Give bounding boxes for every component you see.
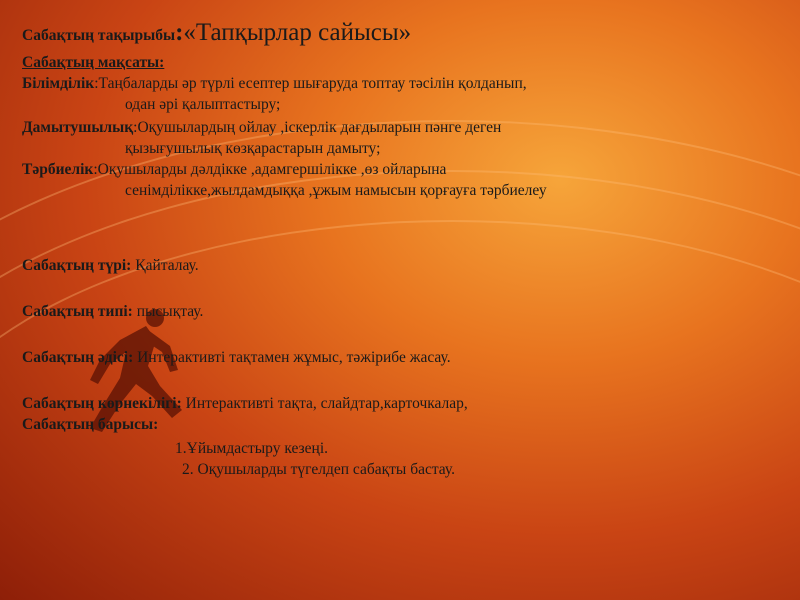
slide-content (22, 19, 782, 480)
lesson-kind-line (22, 301, 782, 322)
topic-title: «Тапқырлар сайысы» (183, 19, 412, 46)
upbringing-line (22, 159, 782, 180)
educational-line (22, 73, 782, 94)
lesson-course-step1: 1.Ұйымдастыру кезеңі. (175, 440, 329, 457)
goals-label: Сабақтың мақсаты: (22, 54, 165, 71)
upbringing-text-cont: сенімділікке,жылдамдыққа ,ұжым намысын қорғауға тәрбиелеу (125, 182, 547, 199)
topic-sep: : (175, 19, 184, 46)
educational-text: :Таңбаларды әр түрлі есептер шығаруда топтау тәсілін қолданып, (94, 75, 527, 92)
upbringing-label: Тәрбиелік (22, 161, 94, 178)
lesson-method-line (22, 347, 782, 368)
developmental-text: :Оқушылардың ойлау ,іскерлік дағдыларын пәнге деген (133, 119, 502, 136)
topic-line (22, 19, 782, 46)
lesson-course-label: Сабақтың барысы: (22, 416, 159, 433)
lesson-kind-label: Сабақтың типі: (22, 303, 133, 320)
lesson-kind-value: пысықтау. (136, 303, 204, 320)
educational-label: Білімділік (22, 75, 95, 92)
developmental-text-cont: қызығушылық көзқарастарын дамыту; (125, 140, 381, 157)
lesson-visuals-line (22, 393, 782, 414)
upbringing-text: :Оқушыларды дәлдікке ,адамгершілікке ,өз ойларына (93, 161, 447, 178)
lesson-visuals-value: Интерактивті тақта, слайдтар,карточкалар, (185, 395, 468, 412)
developmental-label: Дамытушылық (22, 119, 134, 136)
lesson-type-line (22, 255, 782, 276)
lesson-course-step2: 2. Оқушыларды түгелдеп сабақты бастау. (182, 461, 455, 478)
educational-text-cont: одан әрі қалыптастыру; (125, 96, 281, 113)
lesson-visuals-label: Сабақтың көрнекілігі: (22, 395, 182, 412)
lesson-method-label: Сабақтың әдісі: (22, 349, 134, 366)
topic-label: Сабақтың тақырыбы (22, 27, 176, 44)
developmental-line (22, 117, 782, 138)
lesson-type-value: Қайталау. (135, 257, 199, 274)
lesson-type-label: Сабақтың түрі: (22, 257, 132, 274)
lesson-method-value: Интерактивті тақтамен жұмыс, тәжірибе жасау. (137, 349, 451, 366)
